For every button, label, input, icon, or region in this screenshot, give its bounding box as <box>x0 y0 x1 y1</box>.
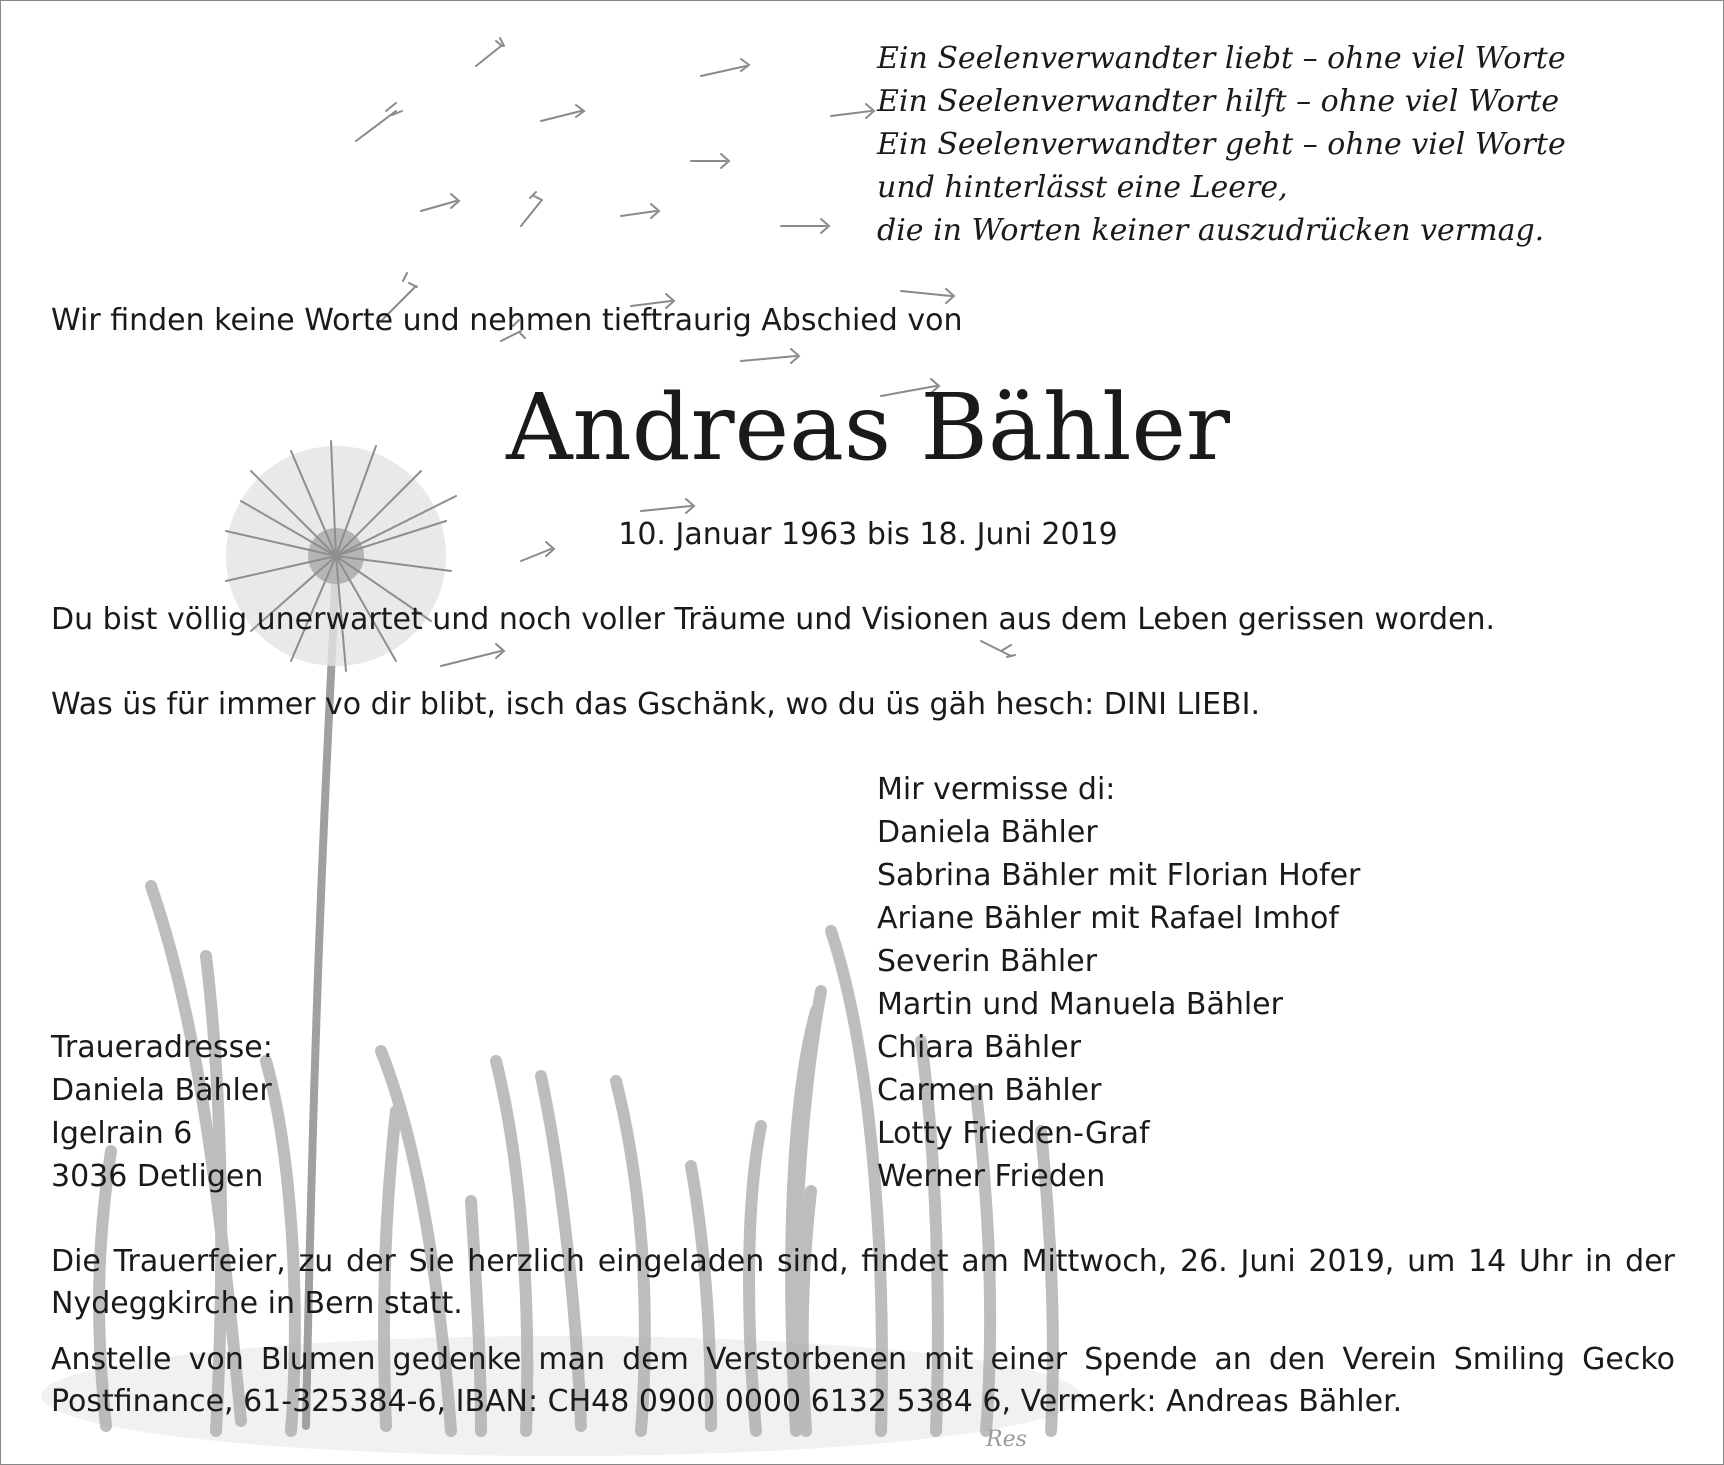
address-label: Traueradresse: <box>51 1030 273 1065</box>
mourner-name: Sabrina Bähler mit Florian Hofer <box>877 858 1361 893</box>
mourner-name: Chiara Bähler <box>877 1030 1082 1065</box>
mourning-address <box>51 1026 273 1198</box>
deceased-name: Andreas Bähler <box>506 374 1230 481</box>
poem <box>877 37 1566 252</box>
poem-line: und hinterlässt eine Leere, <box>877 170 1288 205</box>
mourner-name: Werner Frieden <box>877 1159 1106 1194</box>
message-1: Du bist völlig unerwartet und noch voller Träume und Visionen aus dem Leben gerissen worden. <box>51 602 1496 637</box>
life-dates: 10. Januar 1963 bis 18. Juni 2019 <box>618 517 1118 552</box>
poem-line: Ein Seelenverwandter hilft – ohne viel Worte <box>877 84 1560 119</box>
address-line: Igelrain 6 <box>51 1116 193 1151</box>
poem-line: Ein Seelenverwandter liebt – ohne viel Worte <box>877 41 1566 76</box>
intro-text: Wir finden keine Worte und nehmen tieftraurig Abschied von <box>51 303 963 338</box>
mourner-name: Daniela Bähler <box>877 815 1098 850</box>
mourner-name: Ariane Bähler mit Rafael Imhof <box>877 901 1339 936</box>
donation-info: Anstelle von Blumen gedenke man dem Verstorbenen mit einer Spende an den Verein Smiling Gecko Postfinance, 61-325384-6, IBAN: CH48 0900 0000 6132 5384 6, Vermerk: Andreas Bähler. <box>51 1342 1675 1419</box>
mourner-name: Martin und Manuela Bähler <box>877 987 1283 1022</box>
message-2: Was üs für immer vo dir blibt, isch das Gschänk, wo du üs gäh hesch: DINI LIEBI. <box>51 687 1261 722</box>
address-line: 3036 Detligen <box>51 1159 264 1194</box>
artist-signature: Res <box>986 1427 1027 1452</box>
mourner-name: Carmen Bähler <box>877 1073 1102 1108</box>
poem-line: Ein Seelenverwandter geht – ohne viel Worte <box>877 127 1566 162</box>
ceremony-info: Die Trauerfeier, zu der Sie herzlich eingeladen sind, findet am Mittwoch, 26. Juni 2019, um 14 Uhr in der Nydeggkirche in Bern statt. <box>51 1244 1675 1321</box>
mourner-name: Lotty Frieden-Graf <box>877 1116 1150 1151</box>
address-line: Daniela Bähler <box>51 1073 272 1108</box>
mourner-name: Severin Bähler <box>877 944 1098 979</box>
poem-line: die in Worten keiner auszudrücken vermag. <box>877 213 1545 248</box>
mourners-list <box>877 768 1360 1198</box>
mourners-heading: Mir vermisse di: <box>877 772 1116 807</box>
